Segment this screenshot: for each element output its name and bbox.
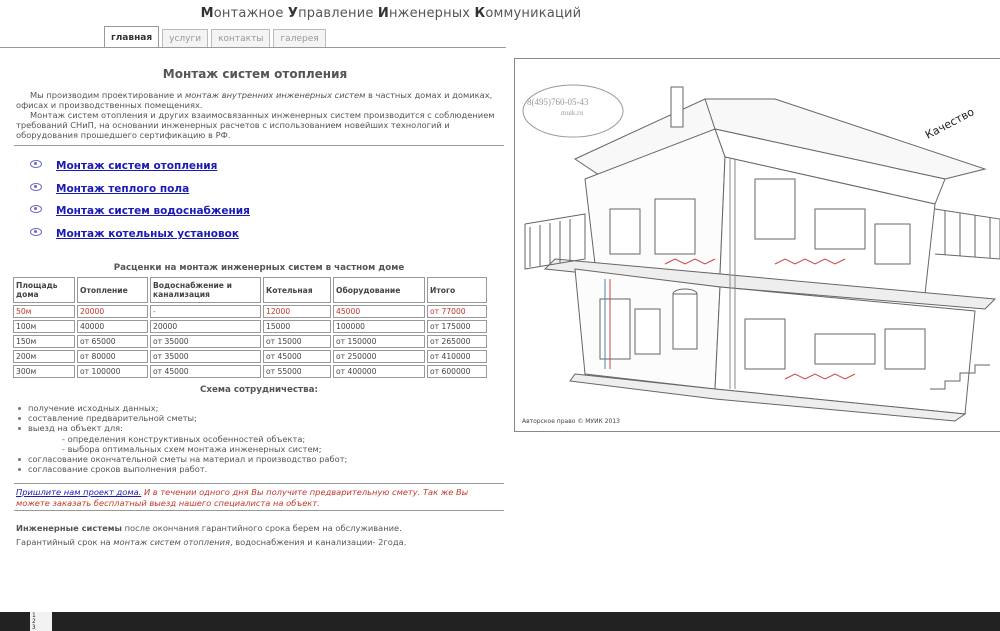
- table-cell: от 175000: [427, 320, 487, 333]
- cooperation-list: [16, 403, 496, 474]
- control-line: 3: [32, 624, 36, 631]
- bottom-toolbar: [0, 612, 1000, 631]
- prices-title: Расценки на монтаж инженерных систем в частном доме: [113, 263, 405, 273]
- column-header: Водоснабжение и канализация: [150, 277, 261, 303]
- table-row: [13, 320, 487, 333]
- house-drawing: [515, 59, 1000, 431]
- divider: [14, 510, 504, 511]
- cooperation-title: Схема сотрудничества:: [200, 385, 318, 395]
- column-header: Оборудование: [333, 277, 425, 303]
- table-row: [13, 335, 487, 348]
- page-heading: Монтаж систем отопления: [162, 67, 348, 81]
- table-cell: от 55000: [263, 365, 331, 378]
- control-line: 1: [32, 612, 36, 619]
- tab-gallery[interactable]: галерея: [273, 29, 325, 48]
- table-cell: -: [150, 305, 261, 318]
- divider: [14, 483, 504, 484]
- link-warm-floor[interactable]: Монтаж теплого пола: [56, 182, 190, 195]
- table-cell: от 77000: [427, 305, 487, 318]
- link-boiler[interactable]: Монтаж котельных установок: [56, 227, 239, 240]
- list-subitem: - выбора оптимальных схем монтажа инженерных систем;: [62, 443, 322, 454]
- list-item: выезд на объект для:: [16, 423, 496, 433]
- send-project-link[interactable]: Пришлите нам проект дома.: [16, 487, 142, 497]
- eye-icon: [30, 205, 42, 213]
- tabs-divider: [0, 47, 506, 48]
- table-cell: от 100000: [77, 365, 148, 378]
- list-item: [30, 200, 490, 223]
- table-cell: от 45000: [263, 350, 331, 363]
- table-cell: 200м: [13, 350, 75, 363]
- tab-services[interactable]: услуги: [162, 29, 208, 48]
- eye-icon: [30, 160, 42, 168]
- control-line: 2: [32, 618, 36, 625]
- house-illustration: [514, 58, 1000, 432]
- table-cell: от 35000: [150, 335, 261, 348]
- eye-icon: [30, 183, 42, 191]
- table-cell: 20000: [150, 320, 261, 333]
- column-header: Отопление: [77, 277, 148, 303]
- copyright: Авторское право © МУИК 2013: [522, 418, 620, 425]
- prices-table: [11, 275, 489, 380]
- table-row: [13, 350, 487, 363]
- table-row: [13, 365, 487, 378]
- table-cell: 100м: [13, 320, 75, 333]
- list-item: получение исходных данных;: [16, 403, 496, 413]
- table-cell: от 65000: [77, 335, 148, 348]
- table-cell: от 410000: [427, 350, 487, 363]
- list-item: согласование окончательной сметы на материал и производство работ;: [16, 454, 496, 464]
- table-cell: 15000: [263, 320, 331, 333]
- quality-stamp: Качество: [920, 103, 980, 144]
- table-cell: от 35000: [150, 350, 261, 363]
- link-heating[interactable]: Монтаж систем отопления: [56, 160, 218, 173]
- table-cell: от 80000: [77, 350, 148, 363]
- nav-tabs: [104, 26, 326, 48]
- table-cell: от 265000: [427, 335, 487, 348]
- list-item: составление предварительной сметы;: [16, 413, 496, 423]
- service-links: [30, 155, 490, 245]
- table-cell: 50м: [13, 305, 75, 318]
- table-cell: 45000: [333, 305, 425, 318]
- column-header: Площадь дома: [13, 277, 75, 303]
- list-item: [30, 155, 490, 178]
- table-cell: 12000: [263, 305, 331, 318]
- offer-text: Пришлите нам проект дома. И в течении одного дня Вы получите предварительную смету. Так же Вы можете заказать бесплатный выезд нашего специалиста на объект.: [16, 487, 469, 508]
- table-cell: от 45000: [150, 365, 261, 378]
- phone-number: 8(495)760-05-43: [527, 97, 589, 107]
- column-header: Итого: [427, 277, 487, 303]
- table-cell: от 400000: [333, 365, 425, 378]
- player-control[interactable]: [30, 612, 52, 631]
- table-cell: 300м: [13, 365, 75, 378]
- table-cell: 40000: [77, 320, 148, 333]
- list-item: [30, 223, 490, 246]
- table-cell: 20000: [77, 305, 148, 318]
- column-header: Котельная: [263, 277, 331, 303]
- list-item: согласование сроков выполнения работ.: [16, 464, 496, 474]
- table-cell: от 15000: [263, 335, 331, 348]
- tab-home[interactable]: главная: [104, 26, 159, 48]
- site-address: muik.ru: [561, 109, 583, 117]
- footer-text: Инженерные системы после окончания гарантийного срока берем на обслуживание. Гарантийный срок на монтаж систем отопления, водоснабжения и канализации- 2года.: [16, 523, 407, 547]
- link-water-supply[interactable]: Монтаж систем водоснабжения: [56, 205, 250, 218]
- intro-text: Мы производим проектирование и монтаж внутренних инженерных систем в частных домах и домиках, офисах и производственных помещениях. Монтаж систем отопления и других взаимосвязанных инженерных систем производится с соблюдением требований СНиП, на основании инженерных расчетов с использованием новейших технологий и оборудования прошедшего сертификацию в РФ.: [16, 90, 495, 140]
- table-row: [13, 305, 487, 318]
- list-item: [30, 178, 490, 201]
- site-title: Монтажное Управление Инженерных Коммуникаций: [200, 6, 582, 21]
- table-cell: 100000: [333, 320, 425, 333]
- tab-contacts[interactable]: контакты: [211, 29, 270, 48]
- table-cell: от 250000: [333, 350, 425, 363]
- eye-icon: [30, 228, 42, 236]
- table-cell: от 150000: [333, 335, 425, 348]
- divider: [14, 145, 504, 146]
- table-cell: 150м: [13, 335, 75, 348]
- table-cell: от 600000: [427, 365, 487, 378]
- list-subitem: - определения конструктивных особенностей объекта;: [62, 433, 306, 444]
